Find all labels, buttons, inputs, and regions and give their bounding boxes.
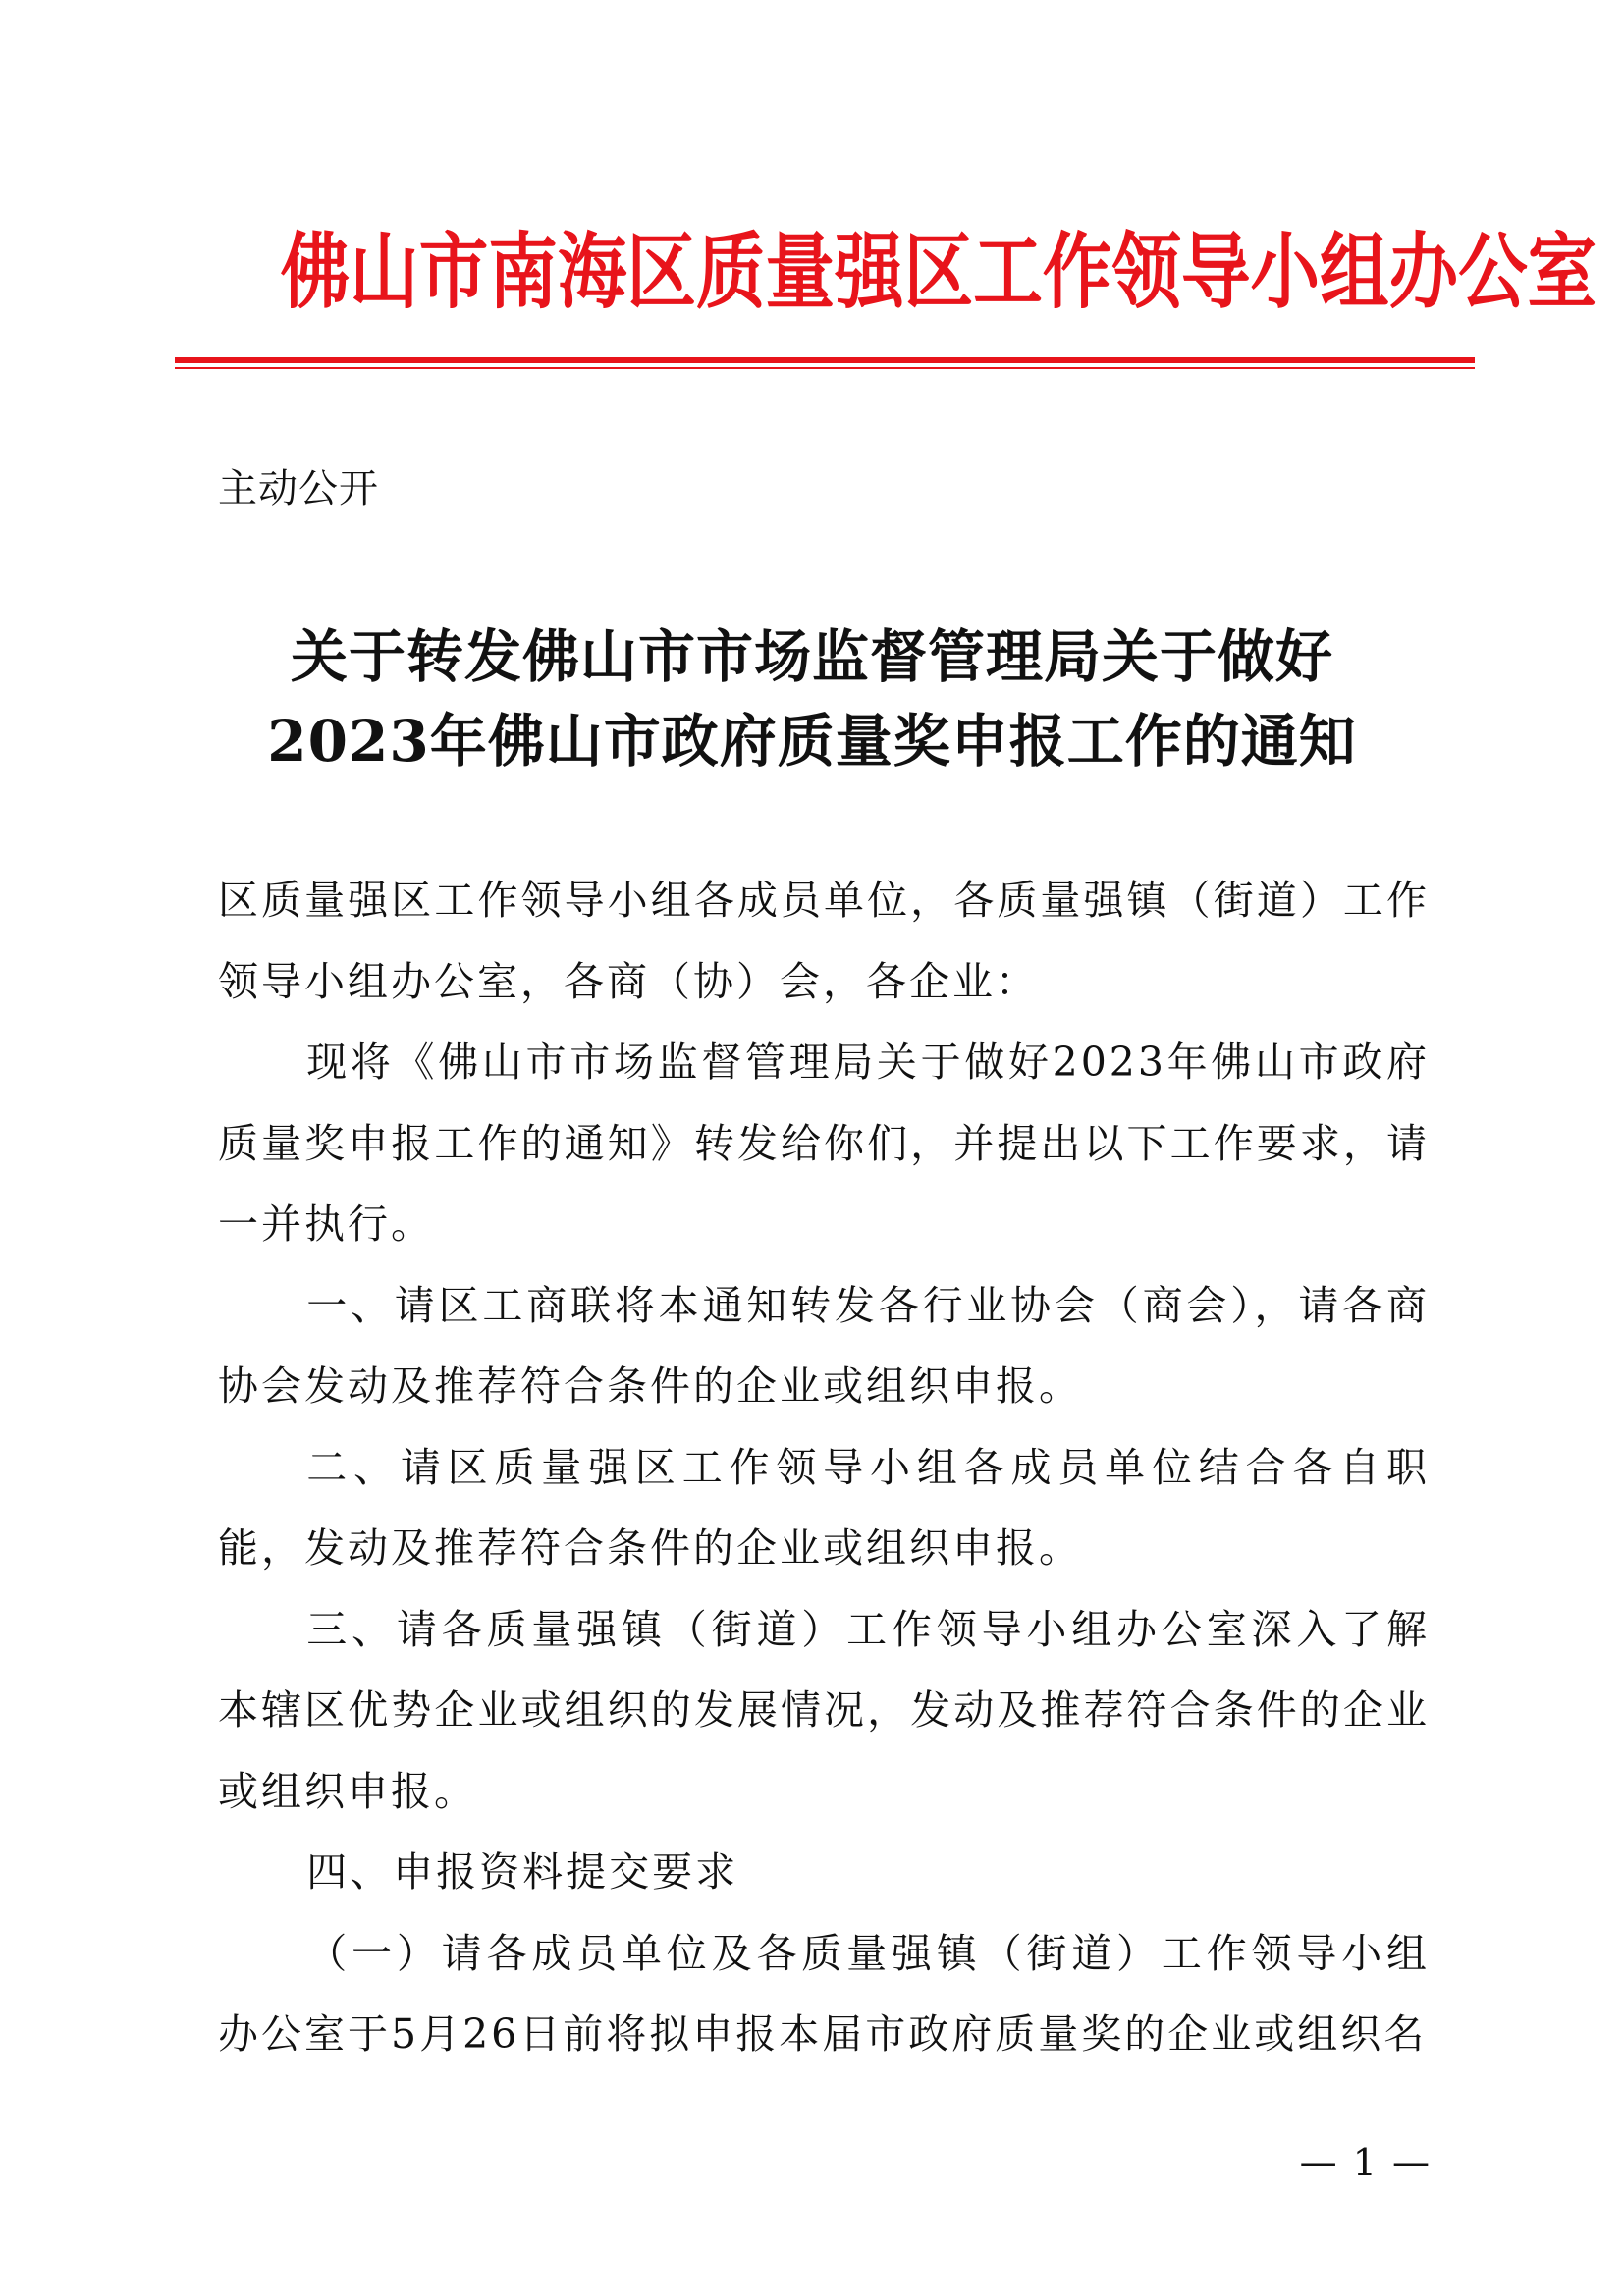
document-title xyxy=(196,614,1428,783)
section-heading: 四、申报资料提交要求 xyxy=(306,1848,739,1896)
document-title-line-1: 关于转发佛山市市场监督管理局关于做好 xyxy=(290,623,1333,690)
masthead-rule-thin xyxy=(175,367,1475,369)
paragraph: 现将《佛山市市场监督管理局关于做好2023年佛山市政府质量奖申报工作的通知》转发给你们，并提出以下工作要求，请一并执行。 xyxy=(218,1039,1430,1248)
masthead-title: 佛山市南海区质量强区工作领导小组办公室 xyxy=(280,223,1597,320)
masthead-rule-thick xyxy=(175,357,1475,363)
document-body xyxy=(218,860,1430,2075)
document-title-line-2: 2023年佛山市政府质量奖申报工作的通知 xyxy=(267,708,1357,774)
salutation: 区质量强区工作领导小组各成员单位，各质量强镇（街道）工作领导小组办公室，各商（协）会，各企业： xyxy=(218,877,1430,1005)
page-number: — 1 — xyxy=(1299,2141,1432,2184)
paragraph: （一）请各成员单位及各质量强镇（街道）工作领导小组办公室于5月26日前将拟申报本届市政府质量奖的企业或组织名 xyxy=(218,1929,1430,2057)
disclosure-label: 主动公开 xyxy=(218,466,379,511)
paragraph: 一、请区工商联将本通知转发各行业协会（商会），请各商协会发动及推荐符合条件的企业或组织申报。 xyxy=(218,1281,1430,1410)
paragraph: 三、请各质量强镇（街道）工作领导小组办公室深入了解本辖区优势企业或组织的发展情况，发动及推荐符合条件的企业或组织申报。 xyxy=(218,1605,1430,1815)
paragraph: 二、请区质量强区工作领导小组各成员单位结合各自职能，发动及推荐符合条件的企业或组织申报。 xyxy=(218,1443,1430,1572)
